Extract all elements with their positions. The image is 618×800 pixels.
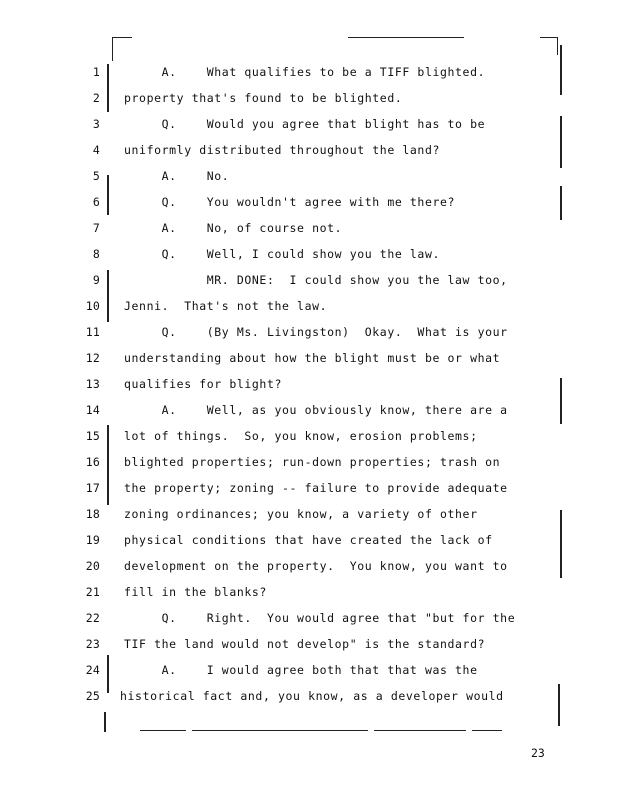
transcript-line: fill in the blanks? (124, 585, 267, 599)
transcript-line: physical conditions that have created the lack of (124, 533, 493, 547)
line-number: 12 (85, 351, 100, 365)
transcript-line: the property; zoning -- failure to provide adequate (124, 481, 508, 495)
transcript-line: Jenni. That's not the law. (124, 299, 328, 313)
line-number: 20 (85, 559, 100, 573)
transcript-line: A. Well, as you obviously know, there are a (124, 403, 508, 417)
transcript-line: A. What qualifies to be a TIFF blighted. (124, 65, 486, 79)
margin-bar-left-5 (107, 655, 109, 693)
line-number: 6 (92, 195, 100, 209)
transcript-line: zoning ordinances; you know, a variety of other (124, 507, 478, 521)
transcript-line: A. I would agree both that that was the (124, 663, 478, 677)
line-number: 17 (85, 481, 100, 495)
margin-bar-right-4 (560, 378, 562, 424)
line-number: 22 (85, 611, 100, 625)
transcript-line: A. No. (124, 169, 230, 183)
frame-top-right-rule (540, 37, 558, 38)
frame-bottom-rule-3 (374, 730, 466, 731)
line-number: 21 (85, 585, 100, 599)
transcript-line: A. No, of course not. (124, 221, 343, 235)
frame-right-rule (557, 37, 558, 55)
transcript-line: understanding about how the blight must be or what (124, 351, 501, 365)
transcript-line: Q. Right. You would agree that "but for the (124, 611, 516, 625)
transcript-line: blighted properties; run-down properties; trash on (124, 455, 501, 469)
frame-top-left-rule (112, 37, 132, 38)
transcript-line: Q. Well, I could show you the law. (124, 247, 440, 261)
frame-bottom-rule-1 (140, 730, 186, 731)
transcript-line: MR. DONE: I could show you the law too, (124, 273, 508, 287)
margin-bar-left-4 (107, 425, 109, 505)
line-number: 1 (92, 65, 100, 79)
transcript-line: historical fact and, you know, as a developer would (120, 689, 504, 703)
page-number: 23 (531, 746, 545, 760)
transcript-line: Q. (By Ms. Livingston) Okay. What is your (124, 325, 508, 339)
line-number: 4 (92, 143, 100, 157)
line-number: 25 (85, 689, 100, 703)
transcript-line: TIF the land would not develop" is the standard? (124, 637, 486, 651)
line-number: 23 (85, 637, 100, 651)
line-number: 2 (92, 91, 100, 105)
line-number: 11 (85, 325, 100, 339)
transcript-line: development on the property. You know, you want to (124, 559, 508, 573)
line-number: 3 (92, 117, 100, 131)
line-number: 16 (85, 455, 100, 469)
margin-bar-right-6 (558, 684, 560, 726)
transcript-line: Q. Would you agree that blight has to be (124, 117, 486, 131)
transcript-line: property that's found to be blighted. (124, 91, 403, 105)
line-number: 5 (92, 169, 100, 183)
line-number: 24 (85, 663, 100, 677)
transcript-line: qualifies for blight? (124, 377, 282, 391)
margin-bar-left-6 (104, 712, 106, 732)
margin-bar-right-1 (560, 45, 562, 95)
line-number: 14 (85, 403, 100, 417)
margin-bar-left-1 (107, 64, 109, 112)
line-number: 9 (92, 273, 100, 287)
margin-bar-right-3 (560, 186, 562, 220)
line-number: 7 (92, 221, 100, 235)
transcript-line: uniformly distributed throughout the land? (124, 143, 440, 157)
frame-bottom-rule-2 (192, 730, 368, 731)
margin-bar-right-2 (560, 116, 562, 168)
line-number: 19 (85, 533, 100, 547)
frame-top-middle-rule (348, 37, 464, 38)
line-number: 13 (85, 377, 100, 391)
margin-bar-left-3 (107, 270, 109, 322)
line-number: 15 (85, 429, 100, 443)
frame-bottom-rule-4 (472, 730, 502, 731)
margin-bar-right-5 (560, 510, 562, 578)
frame-left-rule (112, 37, 113, 61)
transcript-line: lot of things. So, you know, erosion problems; (124, 429, 478, 443)
line-number: 18 (85, 507, 100, 521)
transcript-line: Q. You wouldn't agree with me there? (124, 195, 456, 209)
line-number: 8 (92, 247, 100, 261)
line-number: 10 (85, 299, 100, 313)
margin-bar-left-2 (107, 175, 109, 215)
